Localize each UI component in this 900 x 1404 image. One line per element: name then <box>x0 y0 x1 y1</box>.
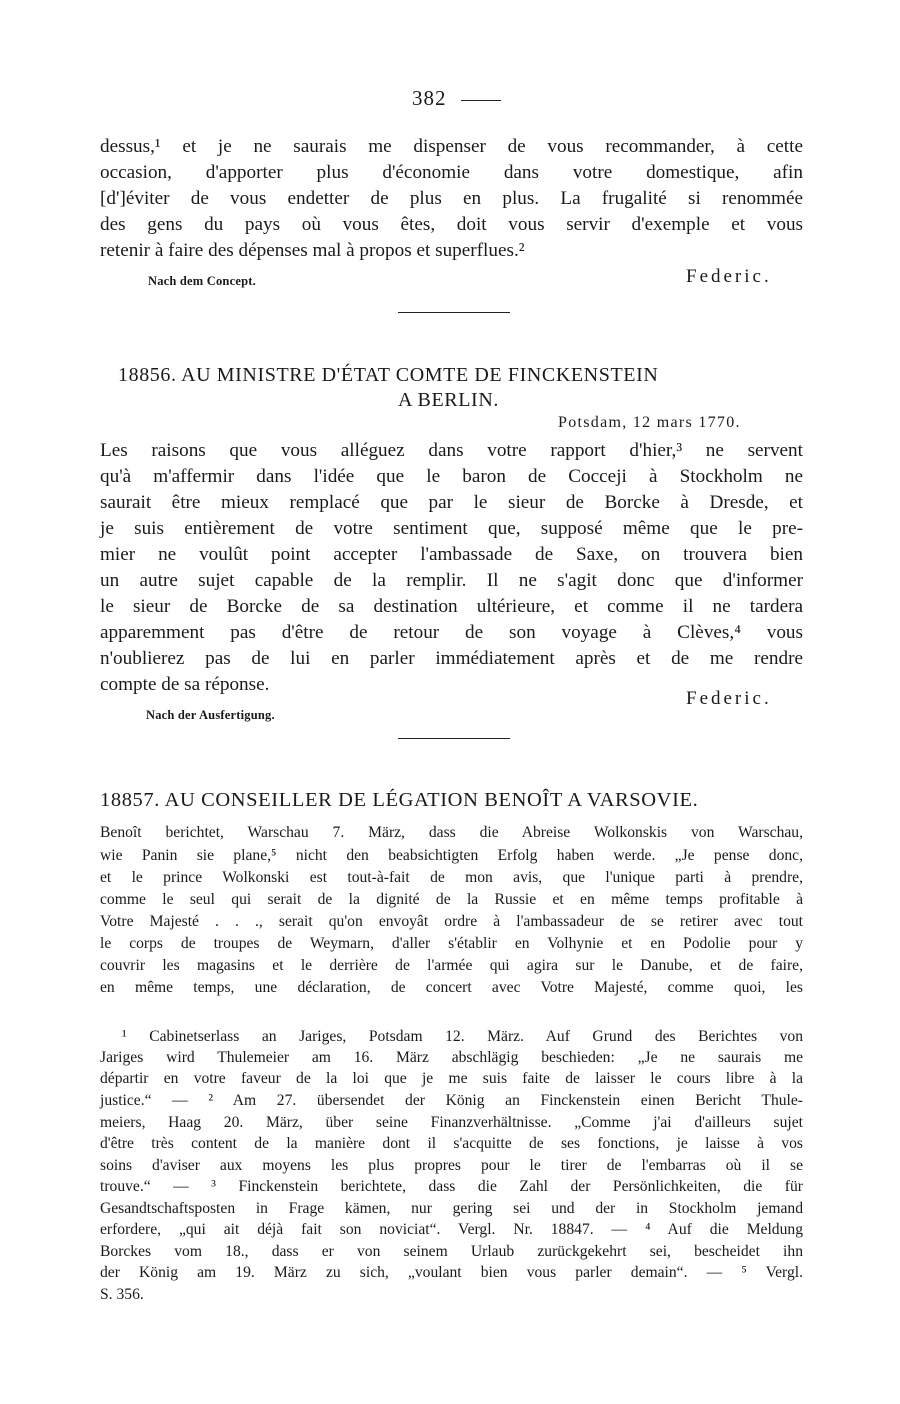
letter-18856-line: un autre sujet capable de la remplir. Il ne s'agit donc que d'informer <box>100 570 803 591</box>
section-divider <box>398 738 510 739</box>
footnote-line: soins d'aviser aux moyens les plus propres pour le tirer de l'embarras où il se <box>100 1157 803 1174</box>
footnote-line: Gesandtschaftsposten in Frage kämen, nur gering sei und der in Stockholm jemand <box>100 1200 803 1217</box>
letter-18856-line: je suis entièrement de votre sentiment que, supposé même que le pre- <box>100 518 803 539</box>
page-number <box>412 86 501 111</box>
letter-18857-line: en même temps, une déclaration, de concert avec Votre Majesté, comme quoi, les <box>100 979 803 996</box>
prev-letter-line: des gens du pays où vous êtes, doit vous servir d'exemple et vous <box>100 214 803 235</box>
letter-18857-line: et le prince Wolkonski est tout-à-fait de mon avis, que l'unique parti à prendre, <box>100 869 803 886</box>
footnote-line: meiers, Haag 20. März, über seine Finanzverhältnisse. „Comme j'ai d'ailleurs sujet <box>100 1114 803 1131</box>
footnote-line: S. 356. <box>100 1286 144 1303</box>
letter-18856-heading-place: A BERLIN. <box>398 389 499 411</box>
prev-letter-line: dessus,¹ et je ne saurais me dispenser de vous recommander, à cette <box>100 136 803 157</box>
letter-18856-line: apparemment pas d'être de retour de son voyage à Clèves,⁴ vous <box>100 622 803 643</box>
letter-18857-line: comme le seul qui serait de la dignité de la Russie et en même temps profitable à <box>100 891 803 908</box>
footnote-line: ¹ Cabinetserlass an Jariges, Potsdam 12. März. Auf Grund des Berichtes von <box>122 1028 803 1045</box>
prev-letter-line: retenir à faire des dépenses mal à propos et superflues.² <box>100 240 525 261</box>
page-number-dash <box>461 100 501 101</box>
letter-18857-line: Votre Majesté . . ., serait qu'on envoyât ordre à l'ambassadeur de se retirer avec tout <box>100 913 803 930</box>
letter-18857-heading: 18857. AU CONSEILLER DE LÉGATION BENOÎT A VARSOVIE. <box>100 789 699 811</box>
footnote-line: départir en votre faveur de la loi que je me suis faite de laisser le cours libre à la <box>100 1070 803 1087</box>
letter-18857-line: Benoît berichtet, Warschau 7. März, dass die Abreise Wolkonskis von Warschau, <box>100 824 803 841</box>
section-divider <box>398 312 510 313</box>
letter-18856-dateline: Potsdam, 12 mars 1770. <box>558 414 741 431</box>
letter-18856-line: saurait être mieux remplacé que par le sieur de Borcke à Dresde, et <box>100 492 803 513</box>
letter-18856-line: n'oublierez pas de lui en parler immédiatement après et de me rendre <box>100 648 803 669</box>
letter-18857-line: wie Panin sie plane,⁵ nicht den beabsichtigten Erfolg haben werde. „Je pense donc, <box>100 847 803 864</box>
letter-18856-line: Les raisons que vous alléguez dans votre rapport d'hier,³ ne servent <box>100 440 803 461</box>
letter-18856-source: Nach der Ausfertigung. <box>146 708 275 722</box>
letter-18856-line: compte de sa réponse. <box>100 674 270 695</box>
prev-letter-line: occasion, d'apporter plus d'économie dans votre domestique, afin <box>100 162 803 183</box>
footnote-line: d'être très content de la manière dont il s'acquitte de ses fonctions, je laisse à vos <box>100 1135 803 1152</box>
prev-letter-line: [d']éviter de vous endetter de plus en plus. La frugalité si renommée <box>100 188 803 209</box>
footnote-line: der König am 19. März zu sich, „voulant bien vous parler demain“. — ⁵ Vergl. <box>100 1264 803 1281</box>
letter-18857-line: le corps de troupes de Weymarn, d'aller s'établir en Volhynie et en Podolie pour y <box>100 935 803 952</box>
letter-18857-line: couvrir les magasins et le derrière de l'armée qui agira sur le Danube, et de faire, <box>100 957 803 974</box>
footnote-line: Borckes vom 18., dass er von seinem Urlaub zurückgekehrt sei, bescheidet ihn <box>100 1243 803 1260</box>
footnote-line: trouve.“ — ³ Finckenstein berichtete, dass die Zahl der Persönlichkeiten, die für <box>100 1178 803 1195</box>
footnote-line: erfordere, „qui ait déjà fait son noviciat“. Vergl. Nr. 18847. — ⁴ Auf die Meldung <box>100 1221 803 1238</box>
prev-letter-source: Nach dem Concept. <box>148 274 256 288</box>
letter-18856-line: mier ne voulût point accepter l'ambassade de Saxe, on trouvera bien <box>100 544 803 565</box>
footnote-line: justice.“ — ² Am 27. übersendet der König an Finckenstein einen Bericht Thule- <box>100 1092 803 1109</box>
letter-18856-line: qu'à m'affermir dans l'idée que le baron de Cocceji à Stockholm ne <box>100 466 803 487</box>
letter-18856-heading: 18856. AU MINISTRE D'ÉTAT COMTE DE FINCKENSTEIN <box>118 364 659 386</box>
page-number-text: 382 <box>412 86 447 110</box>
letter-18856-line: le sieur de Borcke de sa destination ultérieure, et comme il ne tardera <box>100 596 803 617</box>
prev-letter-signature: Federic. <box>686 266 772 287</box>
footnote-line: Jariges wird Thulemeier am 16. März abschlägig beschieden: „Je ne saurais me <box>100 1049 803 1066</box>
letter-18856-signature: Federic. <box>686 688 772 709</box>
